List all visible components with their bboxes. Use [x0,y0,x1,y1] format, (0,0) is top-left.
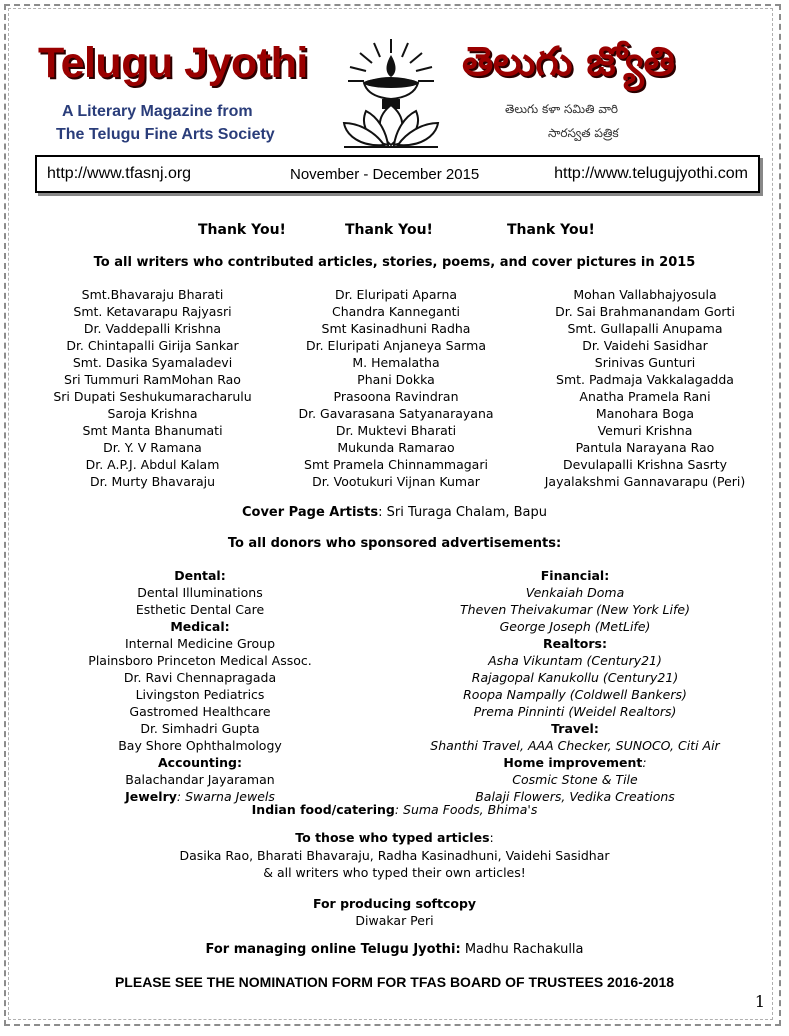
donor-name: Dr. Simhadri Gupta [140,721,260,736]
thank-you-2: Thank You! [345,222,433,238]
writer-name: Pantula Narayana Rao [575,440,715,455]
cover-artists [0,505,789,520]
magazine-title: Telugu Jyothi [38,39,308,87]
magazine-subtitle-line2: The Telugu Fine Arts Society [56,126,275,143]
online-name: Madhu Rachakulla [460,942,584,957]
typists-colon: : [489,830,494,845]
oil-lamp-lotus-icon [330,33,452,151]
donor-name: Bay Shore Ophthalmology [118,738,282,753]
writer-name: Sri Tummuri RamMohan Rao [64,372,241,387]
category-financial: Financial: [540,568,610,583]
category-accounting: Accounting: [158,755,242,770]
issue-date: November - December 2015 [290,166,480,183]
donor-name: Dental Illuminations [137,585,263,600]
telugu-subtitle-line1: తెలుగు కళా సమితి వారి [505,102,619,116]
typists-heading [0,830,789,845]
cover-artists-value: : Sri Turaga Chalam, Bapu [378,505,548,520]
category-indian-food: Indian food/catering [251,802,395,817]
writer-name: Smt Pramela Chinnammagari [304,457,488,472]
writer-name: Mohan Vallabhajyosula [573,287,717,302]
writer-name: Dr. Chintapalli Girija Sankar [66,338,239,353]
writer-name: Anatha Pramela Rani [579,389,711,404]
writer-name: Dr. Sai Brahmanandam Gorti [555,304,735,319]
donor-name: Esthetic Dental Care [135,602,265,617]
donor-name: : Swarna Jewels [176,789,275,804]
typists-note: & all writers who typed their own articles! [263,865,526,880]
writer-name: Smt. Ketavarapu Rajyasri [73,304,232,319]
writer-name: Dr. Muktevi Bharati [335,423,457,438]
writer-name: Dr. Vaidehi Sasidhar [582,338,708,353]
donor-name: Venkaiah Doma [525,585,625,600]
online-line [0,942,789,957]
writers-heading: To all writers who contributed articles, stories, poems, and cover pictures in 2015 [93,255,696,270]
writer-name: Prasoona Ravindran [333,389,459,404]
writer-name: Dr. Y. V Ramana [103,440,202,455]
writer-name: Sri Dupati Seshukumaracharulu [53,389,252,404]
donor-name: Asha Vikuntam (Century21) [488,653,662,668]
donor-name: Gastromed Healthcare [129,704,271,719]
donor-name: Livingston Pediatrics [135,687,265,702]
softcopy-heading: For producing softcopy [312,896,477,911]
category-medical: Medical: [170,619,230,634]
telugujyothi-website-link[interactable]: http://www.telugujyothi.com [554,165,748,182]
donor-name: Balachandar Jayaraman [125,772,275,787]
donor-name: Dr. Ravi Chennapragada [123,670,277,685]
writer-name: Dr. Gavarasana Satyanarayana [298,406,494,421]
nomination-notice: PLEASE SEE THE NOMINATION FORM FOR TFAS BOARD OF TRUSTEES 2016-2018 [114,974,675,990]
home-improvement-heading [410,754,740,771]
writer-name: Dr. Eluripati Aparna [334,287,458,302]
softcopy-name: Diwakar Peri [355,913,434,928]
writer-name: Manohara Boga [595,406,695,421]
writer-name: Dr. Eluripati Anjaneya Sarma [305,338,486,353]
writer-name: Smt.Bhavaraju Bharati [81,287,224,302]
category-realtors: Realtors: [543,636,607,651]
online-label: For managing online Telugu Jyothi: [205,942,461,957]
thank-you-1: Thank You! [198,222,286,238]
typists-heading-text: To those who typed articles [295,830,490,845]
donor-name: George Joseph (MetLife) [499,619,651,634]
category-jewelry: Jewelry [125,789,177,804]
donor-name: Theven Theivakumar (New York Life) [460,602,690,617]
category-home-improvement: Home improvement [503,755,643,770]
writer-name: M. Hemalatha [352,355,440,370]
writer-name: Dr. A.P.J. Abdul Kalam [85,457,220,472]
telugu-title: తెలుగు జ్యోతి [462,39,675,85]
donor-name: Cosmic Stone & Tile [512,772,638,787]
writer-name: Devulapalli Krishna Sasrty [562,457,728,472]
writer-name: Dr. Vaddepalli Krishna [83,321,222,336]
indian-food-value: : Suma Foods, Bhima's [394,802,538,817]
writer-name: Smt. Dasika Syamaladevi [72,355,233,370]
writer-name: Smt Kasinadhuni Radha [321,321,471,336]
category-colon: : [642,755,647,770]
writer-name: Chandra Kanneganti [331,304,460,319]
donor-name: Prema Pinninti (Weidel Realtors) [473,704,677,719]
tfas-website-link[interactable]: http://www.tfasnj.org [47,165,192,182]
donors-left-column [60,567,340,805]
donor-name: Balaji Flowers, Vedika Creations [475,789,675,804]
writer-name: Mukunda Ramarao [337,440,455,455]
writer-name: Smt. Padmaja Vakkalagadda [556,372,734,387]
writer-name: Dr. Vootukuri Vijnan Kumar [312,474,480,489]
writer-name: Jayalakshmi Gannavarapu (Peri) [544,474,746,489]
writer-name: Smt. Gullapalli Anupama [567,321,723,336]
writers-column-2 [268,286,524,490]
page-number: 1 [754,992,765,1011]
writer-name: Phani Dokka [357,372,435,387]
cover-artists-label: Cover Page Artists [241,505,379,520]
writer-name: Saroja Krishna [107,406,198,421]
donor-name: Internal Medicine Group [124,636,276,651]
url-bar [35,155,760,193]
telugu-subtitle-line2: సారస్వత పత్రిక [548,126,619,140]
donors-heading: To all donors who sponsored advertisements: [227,536,562,551]
writer-name: Vemuri Krishna [597,423,693,438]
thank-you-3: Thank You! [507,222,595,238]
typists-names: Dasika Rao, Bharati Bhavaraju, Radha Kasinadhuni, Vaidehi Sasidhar [179,848,610,863]
donor-name: Rajagopal Kanukollu (Century21) [471,670,679,685]
category-dental: Dental: [174,568,226,583]
writer-name: Smt Manta Bhanumati [82,423,223,438]
category-travel: Travel: [551,721,599,736]
donors-right-column [410,567,740,805]
donor-name: Roopa Nampally (Coldwell Bankers) [463,687,687,702]
magazine-subtitle-line1: A Literary Magazine from [62,103,253,120]
donor-name: Plainsboro Princeton Medical Assoc. [88,653,312,668]
writer-name: Dr. Murty Bhavaraju [89,474,216,489]
writer-name: Srinivas Gunturi [594,355,696,370]
writers-column-1 [30,286,275,490]
writers-column-3 [520,286,770,490]
donor-name: Shanthi Travel, AAA Checker, SUNOCO, Citi Air [430,738,720,753]
indian-food-line [0,802,789,817]
